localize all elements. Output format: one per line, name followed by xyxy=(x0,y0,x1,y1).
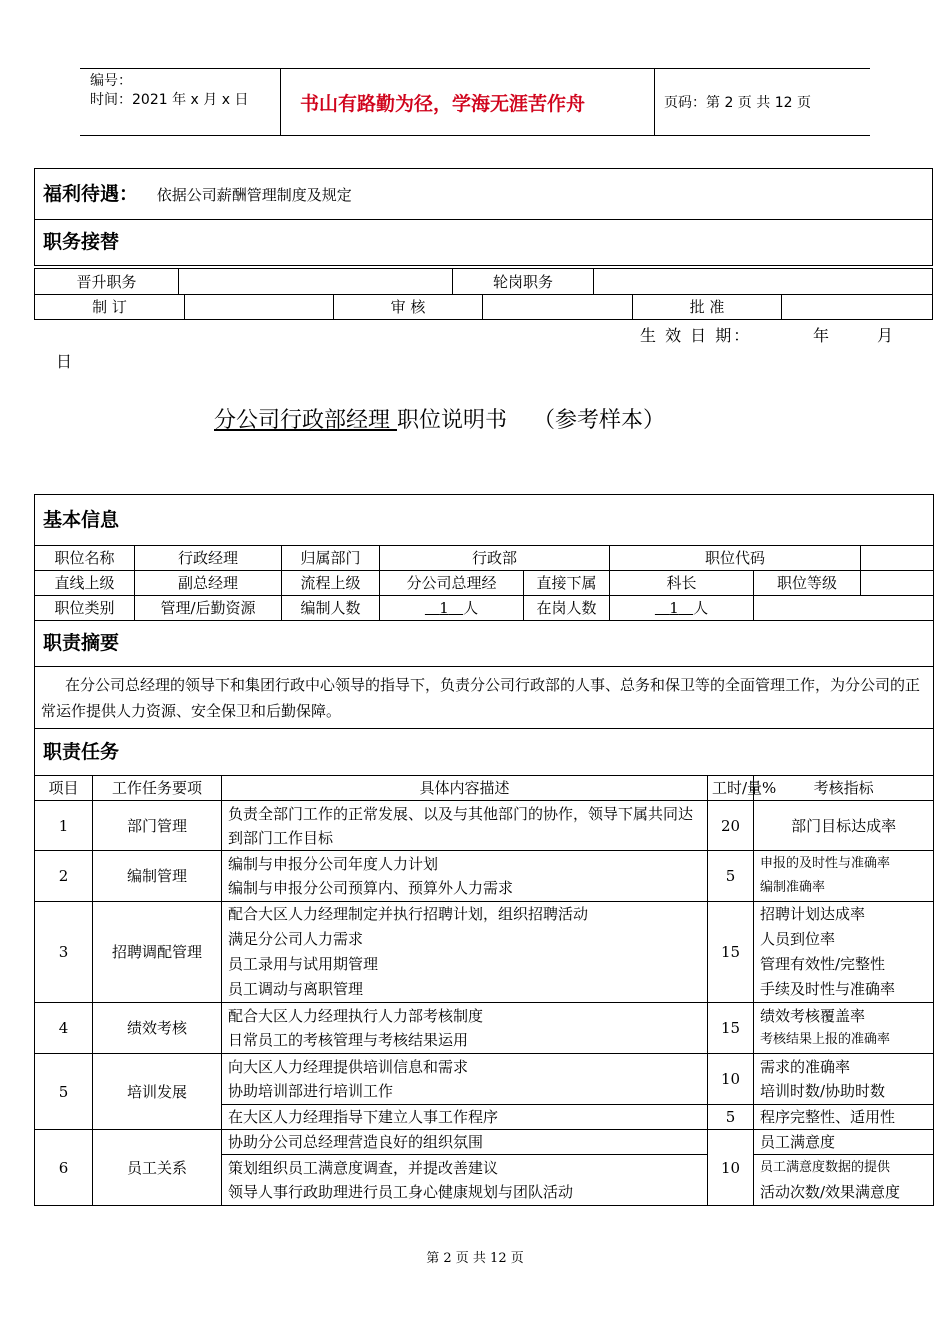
header-divider-left xyxy=(280,68,281,135)
basic-info-header xyxy=(35,495,934,546)
header-divider-right xyxy=(654,68,655,135)
main-table xyxy=(34,494,934,1206)
welfare-value: 依据公司薪酬管理制度及规定 xyxy=(156,185,352,204)
duty-4-pct: 15 xyxy=(708,1003,754,1054)
document-title xyxy=(214,405,665,437)
summary-title: 职责摘要 xyxy=(43,632,120,654)
top-section-table xyxy=(34,168,933,266)
basic-r2-c6: 科长 xyxy=(610,571,754,596)
basic-r2-c5: 直接下属 xyxy=(524,571,610,596)
duties-header xyxy=(35,729,934,776)
duty-3-no: 3 xyxy=(35,902,93,1003)
effective-label: 生 效 日 期： xyxy=(640,326,752,345)
footer-page-number: 第 2 页 共 12 页 xyxy=(426,1251,524,1266)
effective-month: 月 xyxy=(877,326,894,345)
basic-info-title: 基本信息 xyxy=(43,508,120,531)
effective-year: 年 xyxy=(813,326,830,345)
succession-row xyxy=(35,220,933,266)
duty-6-no: 6 xyxy=(35,1130,93,1206)
summary-text: 在分公司总经理的领导下和集团行政中心领导的指导下，负责分公司行政部的人事、总务和保卫等的全面管理工作，为分公司的正常运作提供人力资源、安全保卫和后勤保障。 xyxy=(35,667,934,729)
review-label: 审 核 xyxy=(334,295,483,320)
title-suffix: （参考样本） xyxy=(533,408,666,433)
duties-th-kpi: 考核指标 xyxy=(754,776,934,801)
duty-4-desc-line2: 日常员工的考核管理与考核结果运用 xyxy=(228,1031,469,1049)
duty-5-kpi-b: 程序完整性、适用性 xyxy=(754,1105,934,1130)
duty-3-desc-line1: 配合大区人力经理制定并执行招聘计划，组织招聘活动 xyxy=(228,905,589,923)
duty-4-desc xyxy=(222,1003,708,1054)
duty-4-kpi xyxy=(754,1003,934,1054)
basic-r2-c3: 流程上级 xyxy=(282,571,380,596)
duty-3-desc-line4: 员工调动与离职管理 xyxy=(228,980,364,998)
duties-th-no: 项目 xyxy=(35,776,93,801)
duty-5-desc-line1: 向大区人力经理提供培训信息和需求 xyxy=(228,1058,469,1076)
basic-r3-c7 xyxy=(754,596,934,621)
approve-label: 批 准 xyxy=(633,295,782,320)
duty-3-kpi-line1: 招聘计划达成率 xyxy=(760,905,866,923)
approve-value xyxy=(782,295,933,320)
basic-r2-c8 xyxy=(861,571,934,596)
duty-2-desc-line1: 编制与申报分公司年度人力计划 xyxy=(228,855,439,873)
duty-6-kpi-line3: 活动次数/效果满意度 xyxy=(760,1183,901,1201)
basic-r2-c4: 分公司总理经 xyxy=(380,571,524,596)
duty-6-kpi-b xyxy=(754,1155,934,1206)
header-number: 编号： xyxy=(90,73,132,89)
made-label: 制 订 xyxy=(35,295,185,320)
basic-r1-c6 xyxy=(861,546,934,571)
effective-day: 日 xyxy=(56,352,73,371)
review-value xyxy=(483,295,633,320)
duty-1-desc: 负责全部门工作的正常发展、以及与其他部门的协作，领导下属共同达到部门工作目标 xyxy=(222,801,708,851)
headcount-value: 1 xyxy=(439,599,449,617)
header-page-label: 页码：第 2 页 共 12 页 xyxy=(664,95,811,111)
duty-5-no: 5 xyxy=(35,1054,93,1130)
duty-2-pct: 5 xyxy=(708,851,754,902)
basic-r3-c3: 编制人数 xyxy=(282,596,380,621)
basic-r3-c6 xyxy=(610,596,754,621)
duty-6-desc-line2: 策划组织员工满意度调查，并提改善建议 xyxy=(228,1159,499,1177)
onboard-value: 1 xyxy=(669,599,679,617)
onboard-unit: 人 xyxy=(693,599,709,617)
rotation-label: 轮岗职务 xyxy=(453,269,594,295)
duty-5-kpi-line1: 需求的准确率 xyxy=(760,1058,851,1076)
duty-3-task: 招聘调配管理 xyxy=(93,902,222,1003)
basic-r2-c1: 直线上级 xyxy=(35,571,135,596)
headcount-unit: 人 xyxy=(463,599,479,617)
basic-r3-c2: 管理/后勤资源 xyxy=(135,596,282,621)
basic-r1-c4: 行政部 xyxy=(380,546,610,571)
duty-5-desc-line2: 协助培训部进行培训工作 xyxy=(228,1082,394,1100)
duty-6-task: 员工关系 xyxy=(93,1130,222,1206)
duties-title: 职责任务 xyxy=(43,740,120,763)
promotion-value xyxy=(179,269,453,295)
duty-3-kpi-line4: 手续及时性与准确率 xyxy=(760,980,896,998)
duty-6-kpi-a: 员工满意度 xyxy=(754,1130,934,1155)
header-top-rule xyxy=(80,68,870,69)
basic-r1-c2: 行政经理 xyxy=(135,546,282,571)
duty-3-kpi-line3: 管理有效性/完整性 xyxy=(760,955,886,973)
basic-r3-c1: 职位类别 xyxy=(35,596,135,621)
succession-title: 职务接替 xyxy=(43,231,120,253)
welfare-label: 福利待遇： xyxy=(43,182,139,205)
duty-3-kpi xyxy=(754,902,934,1003)
duty-2-desc-line2: 编制与申报分公司预算内、预算外人力需求 xyxy=(228,879,514,897)
promotion-label: 晋升职务 xyxy=(35,269,179,295)
duty-5-kpi-line2: 培训时数/协助时数 xyxy=(760,1082,886,1100)
duty-6-pct: 10 xyxy=(708,1130,754,1206)
duty-4-kpi-line1: 绩效考核覆盖率 xyxy=(760,1007,866,1025)
duty-5-pct-b: 5 xyxy=(708,1105,754,1130)
duty-4-no: 4 xyxy=(35,1003,93,1054)
duty-4-task: 绩效考核 xyxy=(93,1003,222,1054)
duty-3-desc-line3: 员工录用与试用期管理 xyxy=(228,955,379,973)
duty-2-no: 2 xyxy=(35,851,93,902)
header-time: 时间：2021 年 x 月 x 日 xyxy=(90,92,249,108)
duty-1-pct: 20 xyxy=(708,801,754,851)
duty-1-no: 1 xyxy=(35,801,93,851)
basic-r3-c5: 在岗人数 xyxy=(524,596,610,621)
header-slogan: 书山有路勤为径，学海无涯苦作舟 xyxy=(300,93,586,115)
duty-5-pct-a: 10 xyxy=(708,1054,754,1105)
duty-2-kpi-line1: 申报的及时性与准确率 xyxy=(760,856,891,871)
succession-table xyxy=(34,268,933,295)
duty-4-kpi-line2: 考核结果上报的准确率 xyxy=(760,1032,891,1047)
duty-6-desc-a: 协助分公司总经理营造良好的组织氛围 xyxy=(222,1130,708,1155)
duty-3-kpi-line2: 人员到位率 xyxy=(760,930,836,948)
approval-table xyxy=(34,294,933,320)
basic-r1-c1: 职位名称 xyxy=(35,546,135,571)
title-underlined: 分公司行政部经理 xyxy=(214,408,397,433)
duty-2-kpi xyxy=(754,851,934,902)
duty-5-desc-a xyxy=(222,1054,708,1105)
rotation-value xyxy=(594,269,933,295)
duty-5-kpi-a xyxy=(754,1054,934,1105)
basic-r1-c5: 职位代码 xyxy=(610,546,861,571)
duty-3-pct: 15 xyxy=(708,902,754,1003)
basic-r1-c3: 归属部门 xyxy=(282,546,380,571)
duties-th-pct: 工时/量% xyxy=(708,776,754,801)
duty-2-kpi-line2: 编制准确率 xyxy=(760,880,826,895)
header-bottom-rule xyxy=(80,135,870,136)
welfare-row xyxy=(35,169,933,220)
duty-6-desc-line3: 领导人事行政助理进行员工身心健康规划与团队活动 xyxy=(228,1183,574,1201)
duty-4-desc-line1: 配合大区人力经理执行人力部考核制度 xyxy=(228,1007,484,1025)
duties-th-desc: 具体内容描述 xyxy=(222,776,708,801)
duty-5-desc-b: 在大区人力经理指导下建立人事工作程序 xyxy=(222,1105,708,1130)
summary-header xyxy=(35,621,934,667)
duty-1-kpi: 部门目标达成率 xyxy=(754,801,934,851)
basic-r3-c4 xyxy=(380,596,524,621)
duty-2-desc xyxy=(222,851,708,902)
duty-1-task: 部门管理 xyxy=(93,801,222,851)
duty-5-task: 培训发展 xyxy=(93,1054,222,1130)
duties-th-task: 工作任务要项 xyxy=(93,776,222,801)
basic-r2-c2: 副总经理 xyxy=(135,571,282,596)
duty-2-task: 编制管理 xyxy=(93,851,222,902)
duty-6-kpi-line2: 员工满意度数据的提供 xyxy=(760,1160,891,1175)
basic-r2-c7: 职位等级 xyxy=(754,571,861,596)
title-rest: 职位说明书 xyxy=(397,408,508,433)
duty-6-desc-b xyxy=(222,1155,708,1206)
duty-3-desc-line2: 满足分公司人力需求 xyxy=(228,930,364,948)
duty-3-desc xyxy=(222,902,708,1003)
made-value xyxy=(185,295,334,320)
